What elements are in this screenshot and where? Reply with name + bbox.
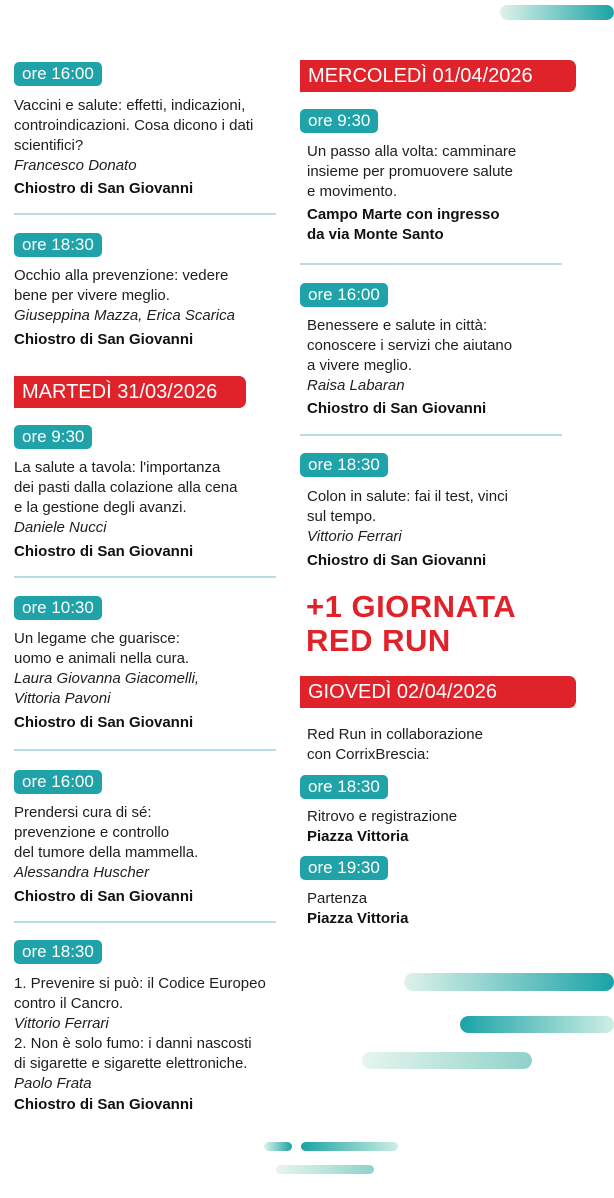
event-description: Benessere e salute in città: conoscere i servizi che aiutano a vivere meglio. — [307, 317, 513, 374]
event-speaker: Vittorio Ferrari — [14, 1015, 109, 1032]
event-description: 1. Prevenire si può: il Codice Europeo contro il Cancro. — [14, 975, 266, 1012]
decorative-streak — [362, 1052, 532, 1069]
event-description: Un passo alla volta: camminare insieme per promuovere salute e movimento. — [307, 143, 517, 200]
separator — [14, 749, 276, 751]
red-run-heading: +1 GIORNATA RED RUN — [306, 589, 517, 658]
decorative-streak — [460, 1016, 614, 1033]
event-place: Chiostro di San Giovanni — [14, 1096, 194, 1113]
event-speaker: Giuseppina Mazza, Erica Scarica — [14, 307, 235, 324]
time-badge: ore 10:30 — [14, 596, 102, 620]
event-description: Colon in salute: fai il test, vinci sul tempo. — [307, 488, 508, 525]
event-place: Chiostro di San Giovanni — [14, 180, 194, 197]
time-badge: ore 9:30 — [14, 425, 92, 449]
event-place: Campo Marte con ingresso da via Monte Santo — [307, 206, 500, 243]
day-banner-wednesday: MERCOLEDÌ 01/04/2026 — [300, 60, 576, 92]
time-badge: ore 18:30 — [14, 940, 102, 964]
event-speaker: Vittorio Ferrari — [307, 528, 402, 545]
day-banner-thursday: GIOVEDÌ 02/04/2026 — [300, 676, 576, 708]
event-description: Occhio alla prevenzione: vedere bene per vivere meglio. — [14, 267, 229, 304]
separator — [300, 263, 562, 265]
event-place: Chiostro di San Giovanni — [14, 543, 194, 560]
separator — [300, 434, 562, 436]
event-place: Chiostro di San Giovanni — [14, 888, 194, 905]
event-place: Chiostro di San Giovanni — [307, 552, 487, 569]
event-speaker: Laura Giovanna Giacomelli, Vittoria Pavoni — [14, 670, 200, 707]
event-place: Chiostro di San Giovanni — [307, 400, 487, 417]
decorative-streak — [500, 5, 614, 20]
time-badge: ore 16:00 — [14, 770, 102, 794]
red-run-intro: Red Run in collaborazione con CorrixBrescia: — [307, 726, 483, 763]
event-speaker: Paolo Frata — [14, 1075, 92, 1092]
time-badge: ore 19:30 — [300, 856, 388, 880]
event-speaker: Daniele Nucci — [14, 519, 107, 536]
day-banner-tuesday: MARTEDÌ 31/03/2026 — [14, 376, 246, 408]
event-place: Chiostro di San Giovanni — [14, 714, 194, 731]
decorative-streak — [301, 1142, 398, 1151]
time-badge: ore 18:30 — [14, 233, 102, 257]
time-badge: ore 16:00 — [300, 283, 388, 307]
time-badge: ore 9:30 — [300, 109, 378, 133]
event-description: 2. Non è solo fumo: i danni nascosti di sigarette e sigarette elettroniche. — [14, 1035, 252, 1072]
decorative-streak — [404, 973, 614, 991]
time-badge: ore 18:30 — [300, 453, 388, 477]
separator — [14, 213, 276, 215]
event-speaker: Raisa Labaran — [307, 377, 405, 394]
event-speaker: Francesco Donato — [14, 157, 137, 174]
time-badge: ore 18:30 — [300, 775, 388, 799]
event-description: Prendersi cura di sé: prevenzione e controllo del tumore della mammella. — [14, 804, 199, 861]
event-description: Partenza — [307, 890, 368, 907]
separator — [14, 921, 276, 923]
event-description: Ritrovo e registrazione — [307, 808, 458, 825]
time-badge: ore 16:00 — [14, 62, 102, 86]
decorative-streak — [264, 1142, 292, 1151]
event-speaker: Alessandra Huscher — [14, 864, 150, 881]
event-description: La salute a tavola: l'importanza dei pasti dalla colazione alla cena e la gestione degli avanzi. — [14, 459, 238, 516]
event-place: Chiostro di San Giovanni — [14, 331, 194, 348]
event-description: Un legame che guarisce: uomo e animali nella cura. — [14, 630, 190, 667]
separator — [14, 576, 276, 578]
event-place: Piazza Vittoria — [307, 910, 409, 927]
decorative-streak — [276, 1165, 374, 1174]
event-description: Vaccini e salute: effetti, indicazioni, controindicazioni. Cosa dicono i dati scientifici? — [14, 97, 254, 154]
event-place: Piazza Vittoria — [307, 828, 409, 845]
